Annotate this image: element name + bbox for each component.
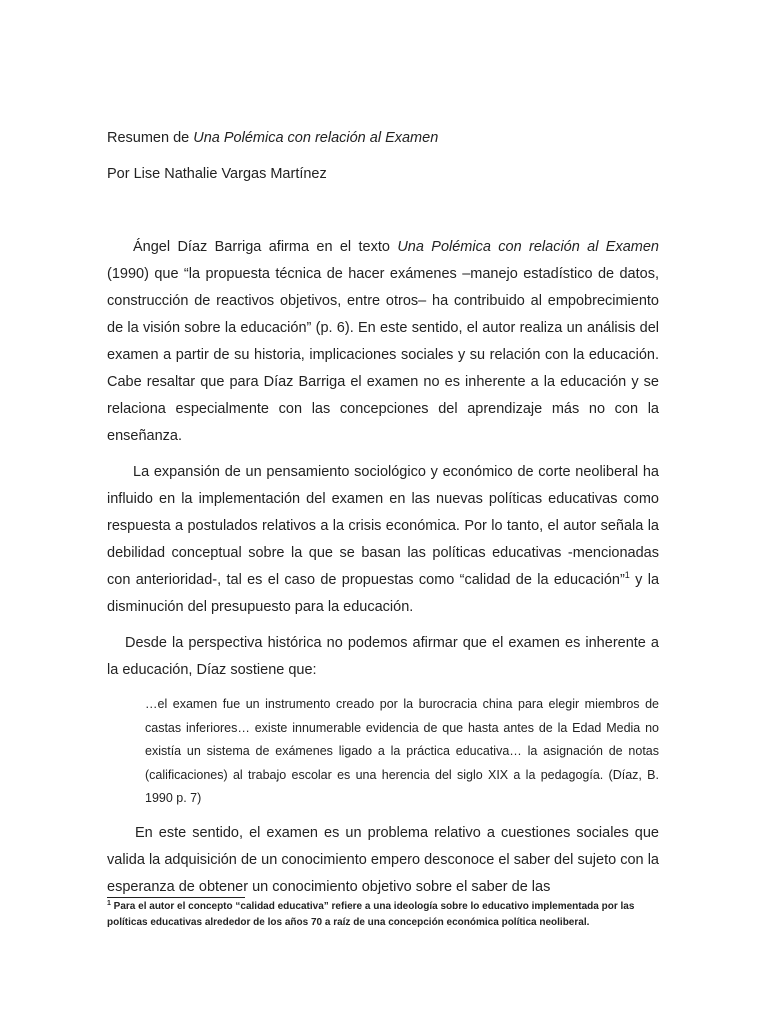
- footnote-number: 1: [107, 900, 111, 907]
- footnote-separator: [107, 897, 245, 898]
- document-author: Por Lise Nathalie Vargas Martínez: [107, 166, 327, 182]
- footnote-text: Para el autor el concepto “calidad educativa” refiere a una ideología sobre lo educativo implementada por las políticas educativas alrededor de los años 70 a raíz de una concepción económica política neoliberal.: [107, 901, 635, 928]
- cited-work-title: Una Polémica con relación al Examen: [397, 239, 659, 255]
- paragraph-1: Ángel Díaz Barriga afirma en el texto Una Polémica con relación al Examen (1990) que “la propuesta técnica de hacer exámenes –manejo estadístico de datos, construcción de reactivos objetivos, entre otros– ha contribuido al empobrecimiento de la visión sobre la educación” (p. 6). En este sentido, el autor realiza un análisis del examen a partir de su historia, implicaciones sociales y su relación con la educación. Cabe resaltar que para Díaz Barriga el examen no es inherente a la educación y se relaciona especialmente con las concepciones del aprendizaje más no con la enseñanza.: [107, 239, 659, 444]
- title-prefix: Resumen de: [107, 130, 194, 146]
- footnote-reference[interactable]: 1: [624, 570, 630, 580]
- footnote: [107, 899, 667, 931]
- document-title: [107, 128, 438, 148]
- paragraph-3: Desde la perspectiva histórica no podemos afirmar que el examen es inherente a la educación, Díaz sostiene que:: [107, 635, 659, 678]
- title-work-name: Una Polémica con relación al Examen: [193, 130, 439, 146]
- paragraph-2: La expansión de un pensamiento sociológico y económico de corte neoliberal ha influido en la implementación del examen en las nuevas políticas educativas como respuesta a postulados relativos a la crisis económica. Por lo tanto, el autor señala la debilidad conceptual sobre la que se basan las políticas educativas -mencionadas con anterioridad-, tal es el caso de propuestas como “calidad de la educación”$^1$ y la disminución del presupuesto para la educación.: [107, 464, 660, 615]
- document-body: [107, 234, 659, 910]
- paragraph-4: En este sentido, el examen es un problema relativo a cuestiones sociales que valida la adquisición de un conocimiento empero desconoce el saber del sujeto con la esperanza de obtener un conocimiento objetivo sobre el saber de las: [107, 824, 659, 895]
- block-quote: …el examen fue un instrumento creado por la burocracia china para elegir miembros de castas inferiores… existe innumerable evidencia de que hasta antes de la Edad Media no existía un sistema de exámenes ligado a la práctica educativa… la asignación de notas (calificaciones) al trabajo escolar es una herencia del siglo XIX a la pedagogía. (Díaz, B. 1990 p. 7): [145, 697, 659, 805]
